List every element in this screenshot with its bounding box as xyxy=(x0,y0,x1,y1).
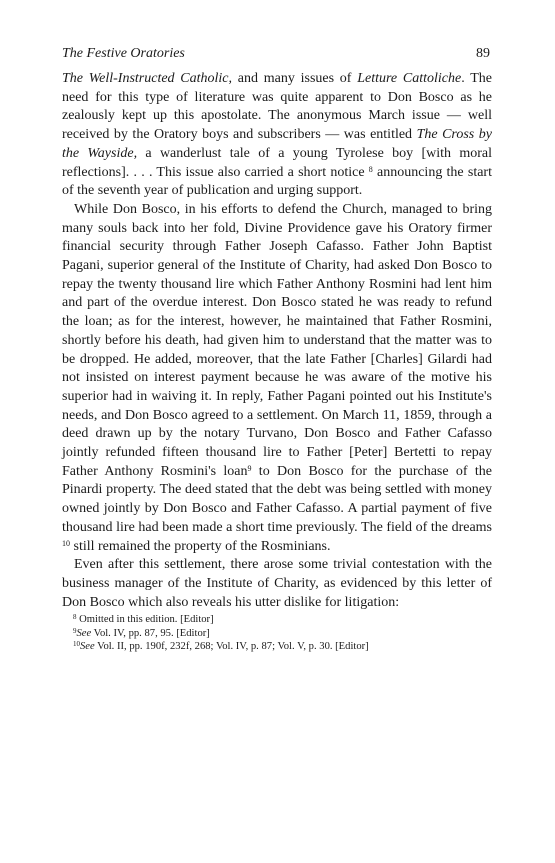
footnote-number: 9 xyxy=(73,626,77,635)
footnote-8 xyxy=(73,613,492,626)
paragraph-text: . The need for this type of literature was quite apparent to Don Bosco as he zealously kept up this apostolate. The anonymous March issue — well received by the Oratory boys and subscribers — was entitled xyxy=(62,71,492,143)
paragraph-3 xyxy=(62,556,492,612)
footnotes xyxy=(62,613,492,653)
footnote-ref-10: 10 xyxy=(62,538,70,548)
footnote-text: Vol. IV, pp. 87, 95. [Editor] xyxy=(91,627,210,639)
footnote-10 xyxy=(73,640,492,653)
paragraph-text: to Don Bosco for the purchase of the Pinardi property. The deed stated that the debt was being settled with money owned jointly by Don Bosco and Father Cafasso. A partial payment of five thousand lire had been made a short time previously. The field of the dreams xyxy=(62,463,492,535)
book-title-cross-by-the-wayside: The Cross by the Wayside, xyxy=(62,127,492,161)
paragraph-text: announcing the start of the seventh year of publication and urging support. xyxy=(62,164,492,199)
running-title: The Festive Oratories xyxy=(62,46,185,61)
footnote-see: See xyxy=(80,640,95,652)
paragraph-text: a wanderlust tale of a young Tyrolese boy [with moral reflections]. . . . This issue also carried a short notice xyxy=(62,145,492,180)
footnote-text: Omitted in this edition. [Editor] xyxy=(76,614,214,626)
footnote-number: 10 xyxy=(73,639,80,648)
page-number: 89 xyxy=(476,46,490,61)
footnote-see: See xyxy=(76,627,92,639)
footnote-9 xyxy=(73,627,492,640)
footnote-ref-9: 9 xyxy=(247,463,252,473)
paragraph-text: and many issues of xyxy=(232,71,358,86)
paragraph-2 xyxy=(62,201,492,556)
book-title-letture-cattoliche: Letture Cattoliche xyxy=(357,71,462,86)
footnote-number: 8 xyxy=(73,613,77,622)
book-page xyxy=(62,46,492,653)
paragraph-text: Even after this settlement, there arose some trivial contestation with the business manager of the Institute of Charity, as evidenced by this letter of Don Bosco which also reveals his utter dislike for litigation: xyxy=(62,557,492,610)
footnote-ref-8: 8 xyxy=(368,164,373,174)
body-text xyxy=(62,70,492,612)
paragraph-text: still remained the property of the Rosminians. xyxy=(70,538,331,554)
running-head xyxy=(62,46,492,66)
footnote-text: Vol. II, pp. 190f, 232f, 268; Vol. IV, p. 87; Vol. V, p. 30. [Editor] xyxy=(94,640,369,652)
paragraph-1 xyxy=(62,70,492,201)
book-title-well-instructed-catholic: The Well-Instructed Catholic, xyxy=(62,71,233,86)
paragraph-text: While Don Bosco, in his efforts to defend the Church, managed to bring many souls back into her fold, Divine Providence gave his Oratory firmer financial security through Father Joseph Cafasso. Father John Baptist Pagani, superior general of the Institute of Charity, had asked Don Bosco to repay the twenty thousand lire which Father Anthony Rosmini had lent him and part of the overdue interest. Don Bosco stated he was ready to refund the loan; as for the interest, however, he maintained that Father Rosmini, shortly before his death, had given him to understand that the matter was to be dropped. He added, moreover, that the late Father [Charles] Gilardi had not insisted on interest payment because he was aware of the motive his superior had in waiving it. In reply, Father Pagani pointed out his Institute's needs, and Don Bosco agreed to a settlement. On March 11, 1859, through a deed drawn up by the notary Turvano, Don Bosco and Father Cafasso jointly refunded fifteen thousand lire to Father [Peter] Bertetti to repay Father Anthony Rosmini's loan xyxy=(62,201,492,479)
